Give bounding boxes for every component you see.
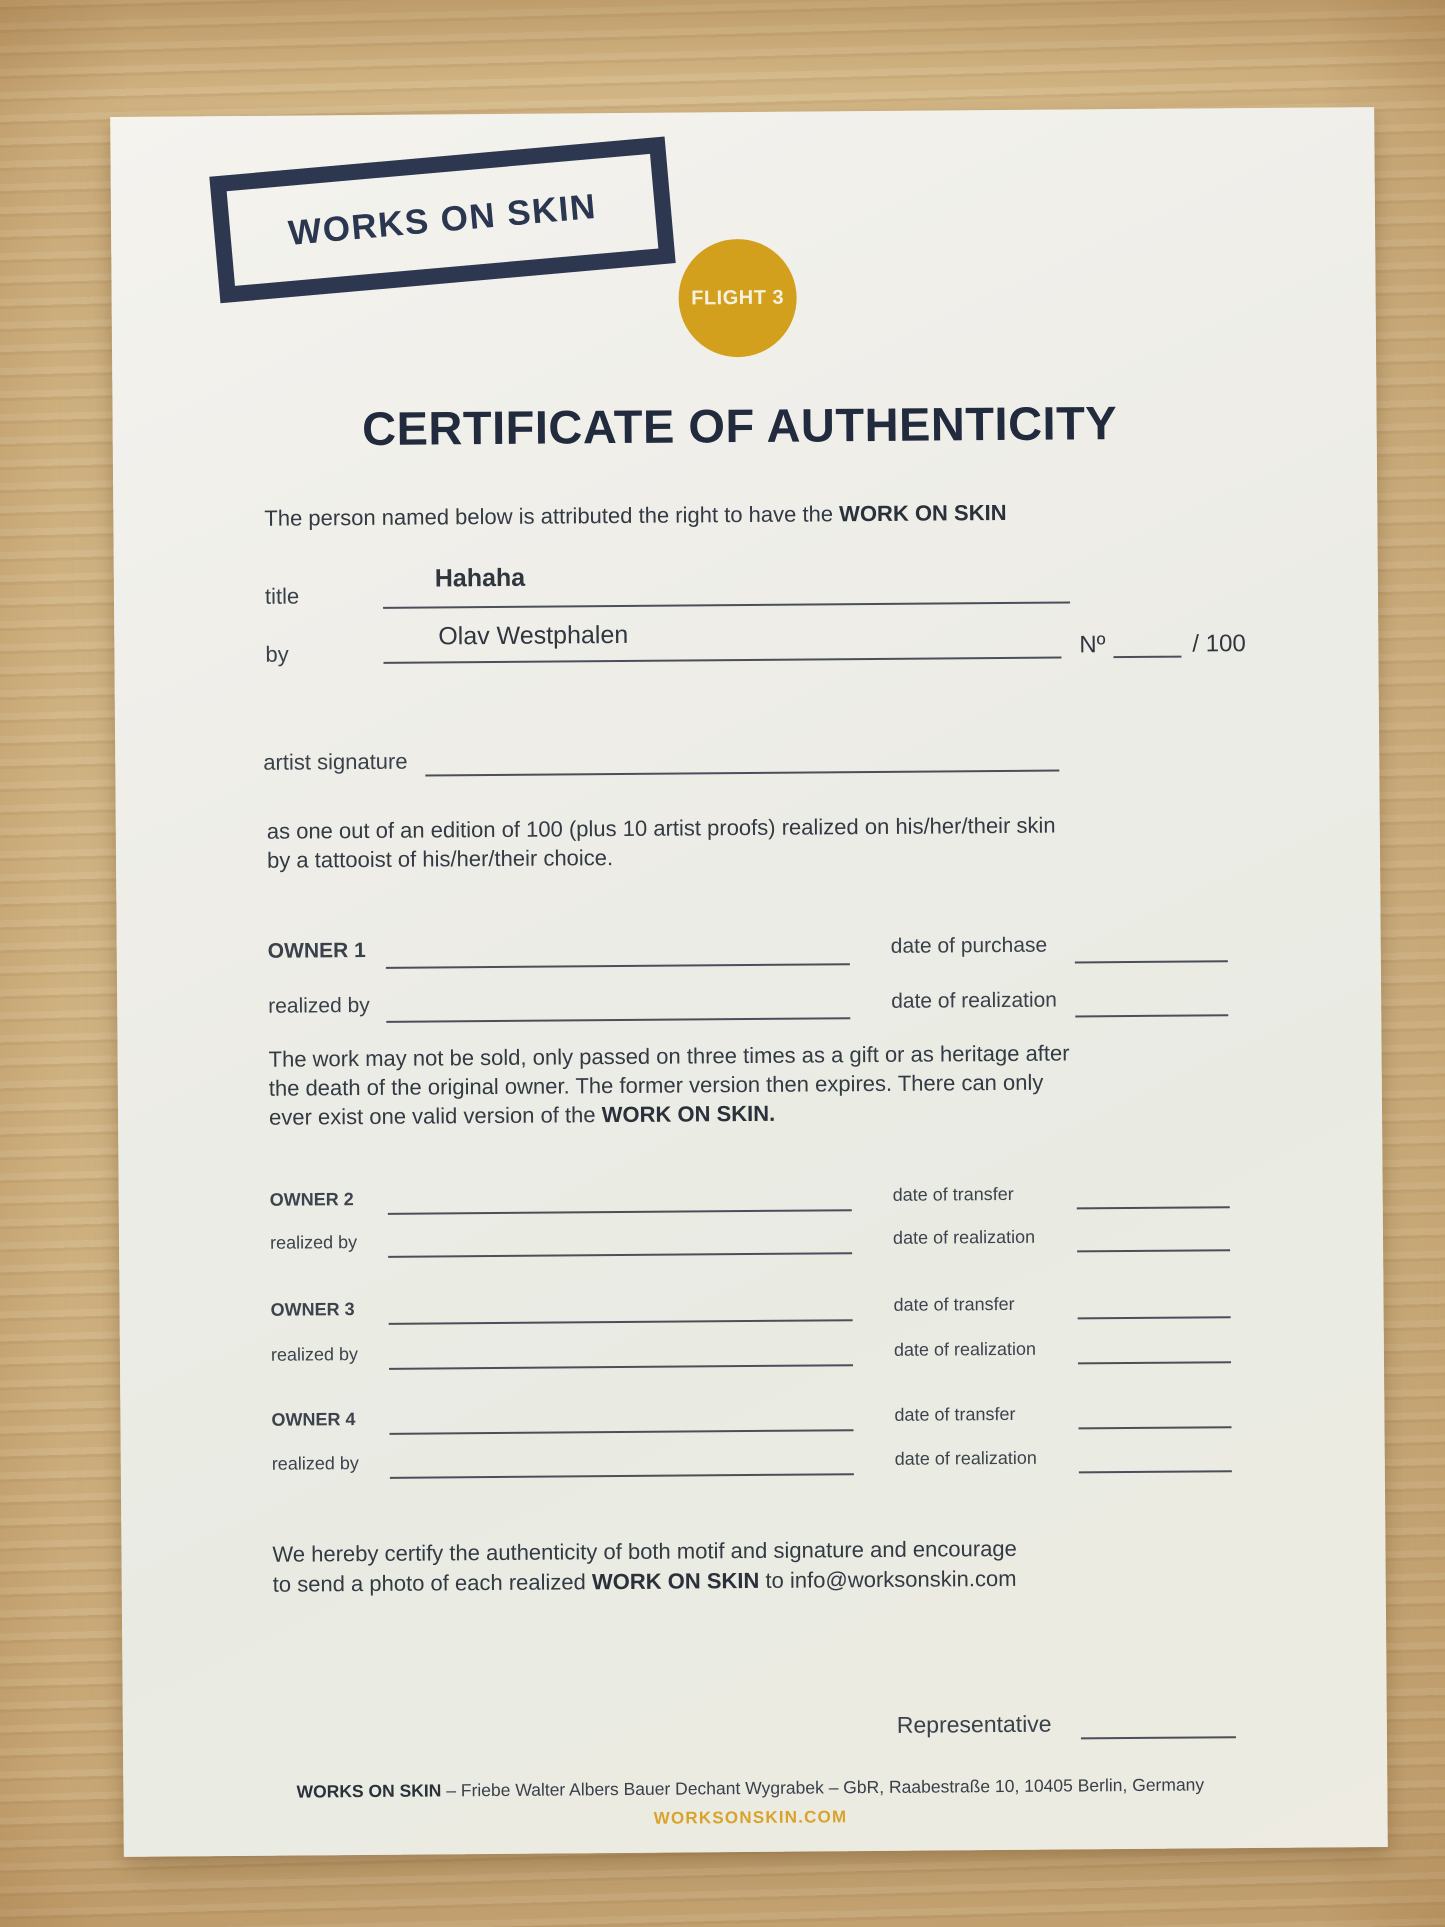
owner2-date-of-transfer-line xyxy=(1077,1206,1230,1209)
owner1-date-of-purchase-label: date of purchase xyxy=(890,933,1048,958)
transfer-note-line3-normal: ever exist one valid version of the xyxy=(268,1102,602,1130)
owner2-label: OWNER 2 xyxy=(269,1189,354,1210)
certificate-title: CERTIFICATE OF AUTHENTICITY xyxy=(361,396,1118,456)
intro-text-normal: The person named below is attributed the right to have the xyxy=(264,501,840,531)
footer-credit-text: – Friebe Walter Albers Bauer Dechant Wygrabek – GbR, Raabestraße 10, 10405 Berlin, Germany xyxy=(441,1774,1205,1801)
certificate-sheet xyxy=(110,107,1388,1857)
representative-line xyxy=(1081,1736,1236,1739)
transfer-note-line3-bold: WORK ON SKIN. xyxy=(601,1100,776,1128)
intro-text xyxy=(264,498,1006,533)
owner2-date-of-realization-line xyxy=(1077,1249,1230,1252)
by-field-value: Olav Westphalen xyxy=(438,620,629,651)
intro-text-bold: WORK ON SKIN xyxy=(839,499,1007,527)
by-field-line xyxy=(383,657,1061,664)
edition-number-total: / 100 xyxy=(1192,630,1246,658)
owner1-name-line xyxy=(386,963,850,969)
owner1-date-of-realization-label: date of realization xyxy=(891,988,1058,1013)
transfer-note-line1: The work may not be sold, only passed on three times as a gift or as heritage after xyxy=(268,1040,1070,1072)
footer-website: WORKSONSKIN.COM xyxy=(653,1807,848,1828)
title-field-line xyxy=(383,601,1070,608)
transfer-note-line3 xyxy=(269,1096,1070,1131)
owner4-date-of-transfer-label: date of transfer xyxy=(894,1403,1016,1425)
owner4-realized-by-label: realized by xyxy=(271,1453,359,1474)
owner3-date-of-realization-line xyxy=(1078,1361,1231,1364)
owner4-realized-by-line xyxy=(390,1473,854,1479)
edition-note-line2: by a tattooist of his/her/their choice. xyxy=(266,845,614,873)
owner1-realized-by-label: realized by xyxy=(268,993,370,1018)
artist-signature-line xyxy=(425,770,1059,777)
transfer-note xyxy=(268,1038,1070,1131)
owner3-name-line xyxy=(389,1319,853,1325)
works-on-skin-logo xyxy=(209,137,675,304)
edition-note xyxy=(267,811,1056,875)
owner2-date-of-transfer-label: date of transfer xyxy=(892,1183,1014,1205)
edition-number-line xyxy=(1113,656,1181,659)
owner1-label: OWNER 1 xyxy=(267,939,366,963)
owner2-realized-by-label: realized by xyxy=(269,1232,358,1253)
owner2-name-line xyxy=(388,1209,852,1215)
representative-label: Representative xyxy=(896,1710,1052,1738)
owner3-label: OWNER 3 xyxy=(270,1299,355,1320)
owner2-date-of-realization-label: date of realization xyxy=(892,1226,1036,1248)
owner1-date-of-realization-line xyxy=(1075,1014,1228,1017)
certify-note xyxy=(272,1534,1017,1600)
owner1-date-of-purchase-line xyxy=(1075,960,1228,963)
owner4-label: OWNER 4 xyxy=(271,1409,356,1430)
owner2-realized-by-line xyxy=(388,1252,852,1258)
works-on-skin-logo-label: WORKS ON SKIN xyxy=(286,186,599,253)
owner4-date-of-transfer-line xyxy=(1079,1426,1232,1429)
owner1-realized-by-line xyxy=(386,1017,850,1023)
owner3-date-of-transfer-label: date of transfer xyxy=(893,1293,1015,1315)
owner4-date-of-realization-line xyxy=(1079,1470,1232,1473)
transfer-note-line2: the death of the original owner. The former version then expires. There can only xyxy=(268,1069,1044,1101)
owner3-realized-by-label: realized by xyxy=(270,1344,359,1365)
owner3-date-of-transfer-line xyxy=(1078,1316,1231,1319)
certify-note-line2-post: to info@worksonskin.com xyxy=(759,1565,1017,1593)
certify-note-line2-bold: WORK ON SKIN xyxy=(591,1567,760,1595)
certify-note-line2-pre: to send a photo of each realized xyxy=(272,1569,593,1597)
certify-note-line2 xyxy=(273,1564,1018,1600)
footer-credit xyxy=(123,1773,1377,1804)
artist-signature-label: artist signature xyxy=(263,748,408,775)
flight-badge-label: FLIGHT 3 xyxy=(691,286,785,309)
footer-credit-bold: WORKS ON SKIN xyxy=(296,1780,442,1802)
title-field-label: title xyxy=(264,583,300,609)
owner3-date-of-realization-label: date of realization xyxy=(893,1338,1037,1360)
edition-number-label: Nº xyxy=(1079,631,1106,659)
by-field-label: by xyxy=(265,641,289,667)
edition-note-line1: as one out of an edition of 100 (plus 10 artist proofs) realized on his/her/their skin xyxy=(266,812,1056,844)
owner4-date-of-realization-label: date of realization xyxy=(894,1447,1037,1469)
certify-note-line1: We hereby certify the authenticity of both motif and signature and encourage xyxy=(272,1535,1017,1567)
owner3-realized-by-line xyxy=(389,1364,853,1370)
owner4-name-line xyxy=(390,1429,854,1435)
flight-badge xyxy=(678,239,797,358)
title-field-value: Hahaha xyxy=(434,563,526,593)
